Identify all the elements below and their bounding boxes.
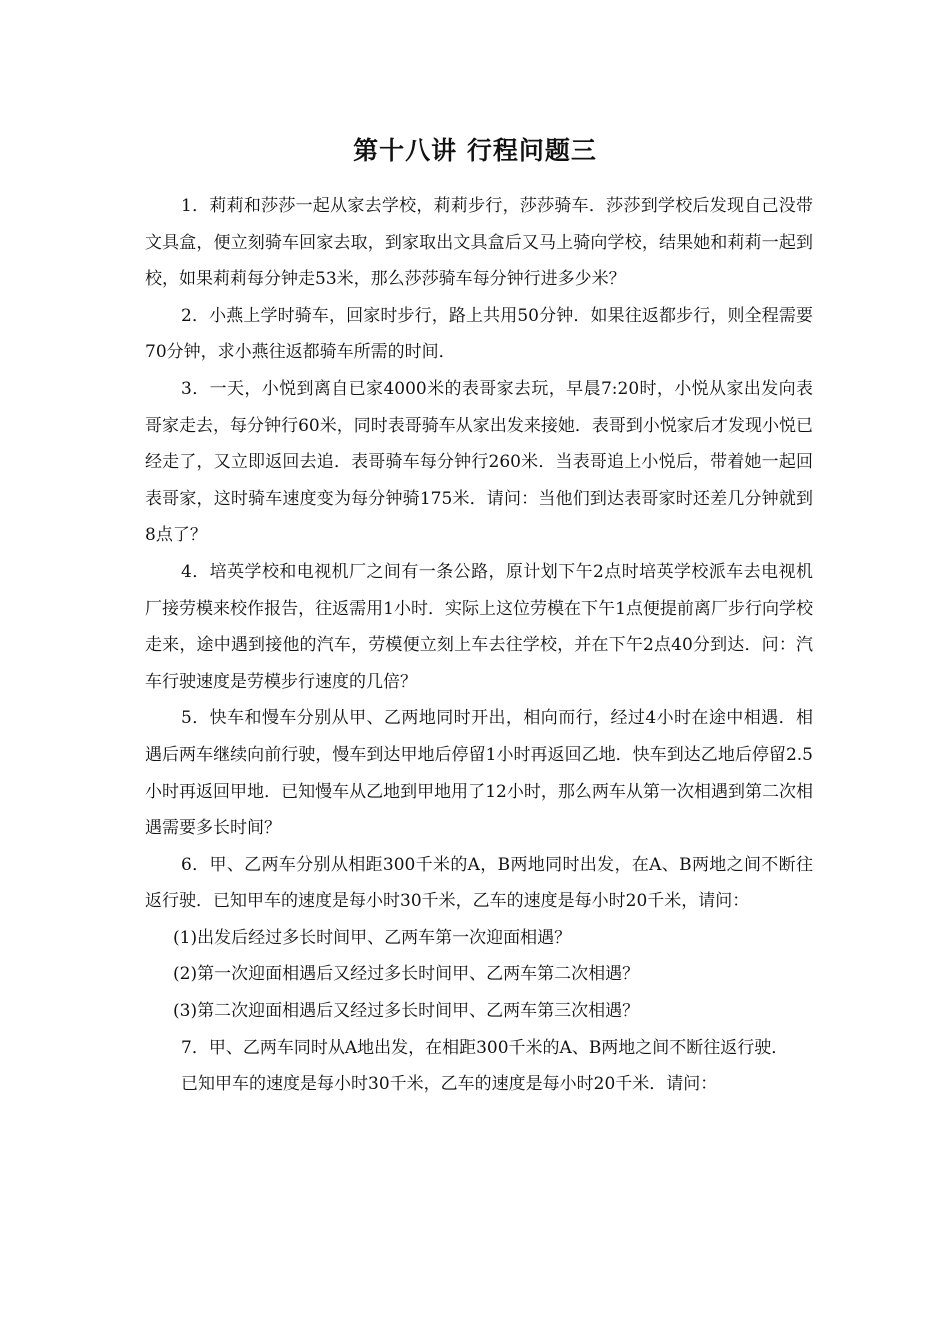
problem-5: 5．快车和慢车分别从甲、乙两地同时开出，相向而行，经过4小时在途中相遇．相遇后两车继续向前行驶，慢车到达甲地后停留1小时再返回乙地．快车到达乙地后停留2.5小时再返回甲地．已知慢车从乙地到甲地用了12小时，那么两车从第一次相遇到第二次相遇需要多长时间？ — [145, 708, 813, 839]
problem-6-part-3: (3)第二次迎面相遇后又经过多长时间甲、乙两车第三次相遇？ — [173, 1001, 640, 1022]
problem-6: 6．甲、乙两车分别从相距300千米的A，B两地同时出发，在A、B两地之间不断往返行驶．已知甲车的速度是每小时30千米，乙车的速度是每小时20千米，请问： — [145, 854, 813, 912]
problem-4: 4．培英学校和电视机厂之间有一条公路，原计划下午2点时培英学校派车去电视机厂接劳模来校作报告，往返需用1小时．实际上这位劳模在下午1点便提前离厂步行向学校走来，途中遇到接他的汽车，劳模便立刻上车去往学校，并在下午2点40分到达．问：汽车行驶速度是劳模步行速度的几倍？ — [145, 561, 813, 692]
problem-3: 3．一天，小悦到离自已家4000米的表哥家去玩，早晨7:20时，小悦从家出发向表哥家走去，每分钟行60米，同时表哥骑车从家出发来接她．表哥到小悦家后才发现小悦已经走了，又立即返回去追．表哥骑车每分钟行260米．当表哥追上小悦后，带着她一起回表哥家，这时骑车速度变为每分钟骑175米．请问：当他们到达表哥家时还差几分钟就到8点了？ — [145, 378, 813, 546]
problem-2: 2．小燕上学时骑车，回家时步行，路上共用50分钟．如果往返都步行，则全程需要70分钟，求小燕往返都骑车所需的时间． — [145, 305, 813, 363]
problem-1: 1．莉莉和莎莎一起从家去学校，莉莉步行，莎莎骑车．莎莎到学校后发现自己没带文具盒，便立刻骑车回家去取，到家取出文具盒后又马上骑向学校，结果她和莉莉一起到校，如果莉莉每分钟走53米，那么莎莎骑车每分钟行进多少米？ — [145, 196, 813, 290]
document-body — [145, 188, 813, 1103]
problem-7: 7．甲、乙两车同时从A地出发，在相距300千米的A、B两地之间不断往返行驶． — [181, 1037, 789, 1058]
problem-6-part-1: (1)出发后经过多长时间甲、乙两车第一次迎面相遇？ — [173, 927, 572, 948]
problem-6-part-2: (2)第一次迎面相遇后又经过多长时间甲、乙两车第二次相遇？ — [173, 964, 640, 985]
problem-7-continued: 已知甲车的速度是每小时30千米，乙车的速度是每小时20千米．请问： — [181, 1074, 718, 1095]
page-title: 第十八讲 行程问题三 — [353, 136, 597, 165]
